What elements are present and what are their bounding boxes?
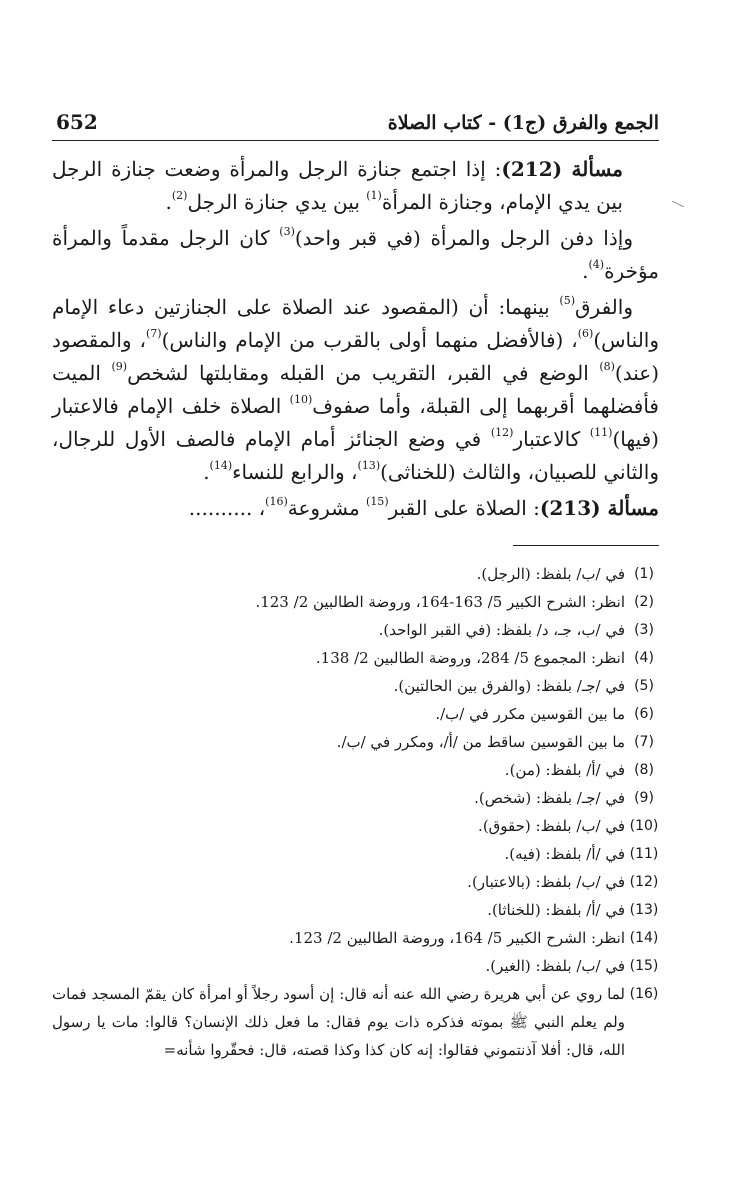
running-title: الجمع والفرق (ج1) - كتاب الصلاة: [387, 112, 659, 134]
footnote-text: انظر: المجموع 5/ 284، وروضة الطالبين 2/ 138.: [315, 649, 625, 667]
footnote-item: [52, 896, 659, 924]
footnote-text: في /جـ/ بلفظ: (والفرق بين الحالتين).: [393, 677, 625, 695]
text-segment: .: [203, 460, 210, 484]
footnote-item: [52, 672, 659, 700]
footnote-number: (12): [629, 874, 659, 890]
text-segment: كان الرجل مقدماً والمرأة مؤخرة: [52, 226, 659, 283]
footnote-text: انظر: الشرح الكبير 5/ 163-164، وروضة الطالبين 2/ 123.: [255, 593, 625, 611]
footnote-number: (11): [629, 846, 659, 862]
footnote-text: في /أ/ بلفظ: (فيه).: [504, 845, 625, 863]
footnote-item: [52, 952, 659, 980]
footnote-ref: (13): [357, 459, 381, 473]
footnote-ref: (6): [577, 327, 594, 341]
footnote-ref: (15): [366, 495, 389, 509]
footnote-ref: (4): [588, 258, 605, 272]
main-text: [52, 153, 659, 525]
footnote-item: [52, 924, 659, 952]
footnote-text: في /ب/ بلفظ: (بالاعتبار).: [467, 873, 625, 891]
footnote-number: (14): [629, 930, 659, 946]
footnote-text: في /أ/ بلفظ: (من).: [504, 761, 625, 779]
footnote-text: في /ب/ بلفظ: (الرجل).: [476, 565, 625, 583]
footnote-ref: (2): [171, 189, 188, 203]
issue-heading: مسألة (212): [501, 157, 624, 181]
footnote-ref: (3): [279, 225, 295, 239]
footnote-text: في /ب/ بلفظ: (حقوق).: [478, 817, 625, 835]
footnote-number: (9): [634, 790, 654, 806]
footnote-number: (6): [634, 706, 654, 722]
document-page: [52, 108, 659, 1064]
paragraph-issue-212: [52, 153, 659, 219]
text-segment: : الصلاة على القبر: [388, 496, 540, 520]
text-segment: والفرق: [575, 295, 633, 319]
footnote-number: (15): [629, 958, 659, 974]
text-segment: الصلاة خلف الإمام فالاعتبار (فيها): [52, 394, 659, 451]
text-segment: .: [582, 259, 589, 283]
issue-heading: مسألة (213): [539, 496, 659, 520]
paragraph-difference: [52, 291, 659, 489]
footnote-item: [52, 644, 659, 672]
footnote-number: (4): [634, 650, 654, 666]
footnote-ref: (7): [145, 327, 162, 341]
footnote-item: [52, 756, 659, 784]
footnote-number: (16): [629, 986, 659, 1002]
footnote-separator: [513, 545, 659, 546]
footnote-ref: (8): [599, 360, 615, 374]
footnote-text: ما بين القوسين ساقط من /أ/، ومكرر في /ب/.: [336, 733, 625, 751]
text-segment: الميت فأفضلهما أقربهما إلى القبلة، وأما صفوف: [52, 361, 659, 418]
text-segment: الوضع في القبر، التقريب من القبله ومقابلتها لشخص: [127, 361, 600, 385]
text-segment: بينهما: أن (المقصود عند الصلاة على الجنازتين دعاء الإمام والناس): [52, 295, 659, 352]
footnote-number: (7): [634, 734, 654, 750]
footnote-ref: (5): [559, 294, 576, 308]
footnote-number: (1): [634, 566, 654, 582]
text-segment: : إذا اجتمع جنازة الرجل والمرأة وضعت جنازة الرجل بين يدي الإمام، وجنازة المرأة: [52, 157, 623, 214]
footnote-item: [52, 840, 659, 868]
footnote-ref: (14): [209, 459, 233, 473]
footnote-ref: (16): [265, 495, 288, 509]
text-segment: ،: [252, 496, 266, 520]
footnote-text: ما بين القوسين مكرر في /ب/.: [435, 705, 625, 723]
footnote-text: انظر: الشرح الكبير 5/ 164، وروضة الطالبين 2/ 123.: [289, 929, 625, 947]
footnote-item: [52, 560, 659, 588]
footnote-item: [52, 616, 659, 644]
footnote-item: [52, 700, 659, 728]
footnote-ref: (10): [289, 393, 313, 407]
footnote-number: (3): [634, 622, 654, 638]
paragraph-issue-213: [52, 492, 659, 525]
footnote-text: في /ب، جـ، د/ بلفظ: (في القبر الواحد).: [378, 621, 625, 639]
footnotes: [52, 560, 659, 1064]
footnote-ref: (11): [589, 426, 613, 440]
text-segment: في وضع الجنائز أمام الإمام فالصف الأول للرجال، والثاني للصبيان، والثالث (للخناثى): [52, 427, 659, 484]
continuation-dots: ..........: [188, 496, 253, 520]
text-segment: كالاعتبار: [513, 427, 590, 451]
text-segment: بين يدي جنازة الرجل: [187, 190, 367, 214]
page-header: [52, 108, 659, 141]
footnote-text: لما روي عن أبي هريرة رضي الله عنه أنه قال: إن أسود رجلاً أو امرأة كان يقمّ المسجد فمات ولم يعلم النبي ﷺ بموته فذكره ذات يوم فقال: ما فعل ذلك الإنسان؟ قالوا: مات يا رسول الله، قال: أفلا آذنتموني فقالوا: إنه كان كذا وكذا قصته، قال: فحقّروا شأنه=: [52, 985, 625, 1059]
footnote-item: [52, 980, 659, 1064]
text-segment: ، والمقصود (عند): [52, 328, 659, 385]
footnote-ref: (1): [366, 189, 382, 203]
footnote-item: [52, 588, 659, 616]
paragraph-burial: [52, 222, 659, 288]
footnote-item: [52, 728, 659, 756]
footnote-number: (10): [629, 818, 659, 834]
footnote-ref: (9): [111, 360, 128, 374]
text-segment: ، (فالأفضل منهما أولى بالقرب من الإمام والناس): [161, 328, 578, 352]
footnote-item: [52, 812, 659, 840]
footnote-ref: (12): [490, 426, 514, 440]
text-segment: .: [165, 190, 172, 214]
text-segment: ، والرابع للنساء: [232, 460, 358, 484]
footnote-text: في /جـ/ بلفظ: (شخص).: [474, 789, 625, 807]
page-number: 652: [56, 110, 98, 134]
footnote-item: [52, 868, 659, 896]
footnote-number: (8): [634, 762, 654, 778]
footnote-text: في /ب/ بلفظ: (الغير).: [485, 957, 625, 975]
footnote-number: (13): [629, 902, 659, 918]
text-segment: مشروعة: [287, 496, 367, 520]
footnote-text: في /أ/ بلفظ: (للخناثا).: [487, 901, 625, 919]
footnote-number: (2): [634, 594, 654, 610]
footnote-item: [52, 784, 659, 812]
margin-tick-mark: [672, 201, 684, 207]
footnote-number: (5): [634, 678, 654, 694]
text-segment: وإذا دفن الرجل والمرأة (في قبر واحد): [294, 226, 633, 250]
